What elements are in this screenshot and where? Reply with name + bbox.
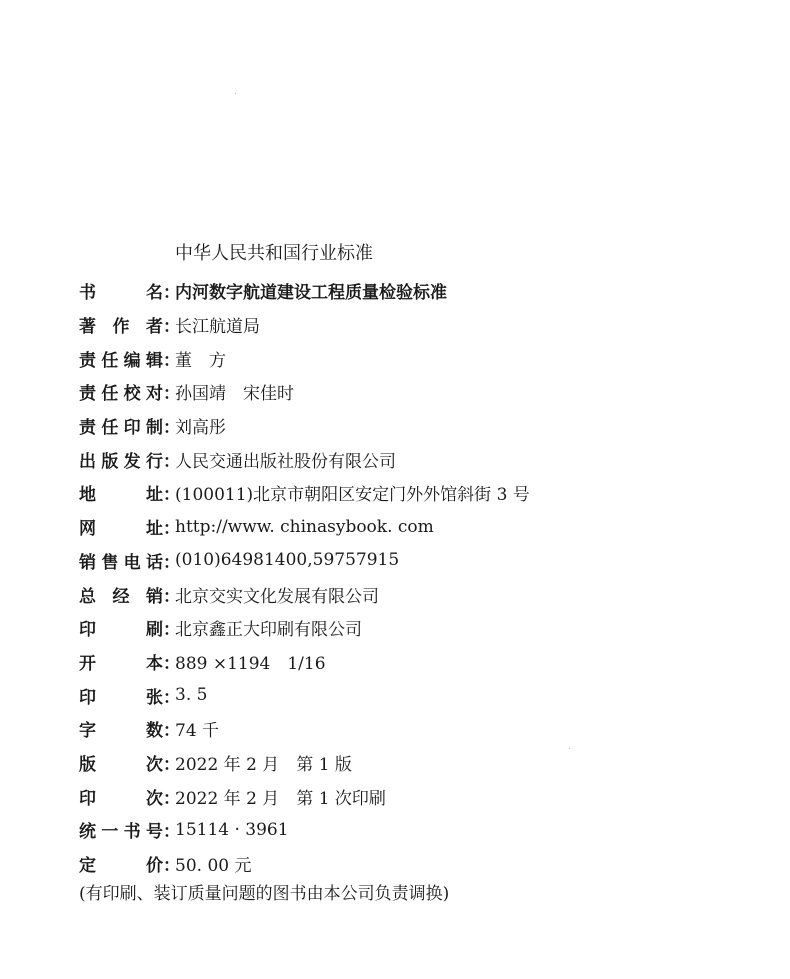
cip-row-label: [79, 514, 163, 539]
cip-row-label: [79, 582, 163, 607]
cip-label-char: 发: [123, 451, 141, 472]
cip-row: [79, 813, 530, 847]
cip-label-char: 电: [123, 552, 141, 573]
cip-row: [79, 847, 530, 881]
cip-row-value: 人民交通出版社股份有限公司: [175, 451, 396, 472]
cip-row-value: 15114 · 3961: [175, 819, 289, 840]
cip-row-value: 889 ×1194 1/16: [175, 653, 326, 674]
cip-row-label: [79, 750, 163, 775]
cip-label-char: 印: [79, 687, 96, 708]
cip-label-char: 任: [101, 384, 119, 405]
cip-data-list: [79, 274, 530, 880]
cip-label-char: 刷: [146, 620, 163, 641]
cip-row-colon: ：: [163, 317, 180, 338]
cip-row-colon: ：: [163, 754, 180, 775]
cip-label-char: 任: [101, 418, 119, 439]
cip-row-label: [79, 278, 163, 303]
cip-row-label: [79, 548, 163, 573]
cip-row-label: [79, 480, 163, 505]
cip-row-label: [79, 346, 163, 371]
cip-label-char: 经: [112, 586, 130, 607]
cip-row: [79, 442, 530, 476]
cip-label-char: 定: [79, 856, 96, 877]
cip-row-label: [79, 649, 163, 674]
cip-label-char: 书: [79, 283, 96, 304]
cip-label-char: 责: [79, 350, 96, 371]
cip-row-colon: ：: [163, 721, 180, 742]
cip-label-char: 名: [146, 283, 163, 304]
cip-label-char: 编: [123, 350, 141, 371]
cip-row-value: 50. 00 元: [175, 856, 252, 877]
cip-label-char: 校: [123, 384, 141, 405]
cip-row-colon: ：: [163, 519, 180, 540]
cip-row: [79, 341, 530, 375]
cip-row: [79, 611, 530, 645]
cip-row: [79, 712, 530, 746]
cip-label-char: 本: [146, 653, 163, 674]
cip-label-char: 址: [146, 519, 163, 540]
cip-label-char: 字: [79, 721, 96, 742]
cip-row-value: 74 千: [175, 721, 220, 742]
cip-row-colon: ：: [163, 418, 180, 439]
cip-row-colon: ：: [163, 822, 180, 843]
cip-row-label: [79, 716, 163, 741]
cip-row-value: 刘高彤: [175, 418, 226, 439]
cip-row-value: 孙国靖 宋佳时: [175, 384, 294, 405]
series-title: 中华人民共和国行业标准: [175, 243, 373, 264]
cip-row-label: [79, 312, 163, 337]
cip-label-char: 次: [146, 788, 163, 809]
paper-speck: [569, 748, 570, 749]
cip-label-char: 版: [79, 754, 96, 775]
cip-label-char: 次: [146, 754, 163, 775]
cip-row-colon: ：: [163, 552, 180, 573]
cip-label-char: 任: [101, 350, 119, 371]
cip-row-value: 北京交实文化发展有限公司: [175, 586, 379, 607]
cip-row-value: (010)64981400,59757915: [175, 550, 400, 571]
cip-label-char: 售: [101, 552, 119, 573]
cip-label-char: 数: [146, 721, 163, 742]
cip-label-char: 网: [79, 519, 96, 540]
cip-row-value: 3. 5: [175, 685, 208, 706]
cip-row-label: [79, 413, 163, 438]
cip-row-value: 长江航道局: [175, 317, 260, 338]
cip-row: [79, 577, 530, 611]
cip-row: [79, 645, 530, 679]
cip-label-char: 开: [79, 653, 96, 674]
cip-row: [79, 375, 530, 409]
cip-row: [79, 544, 530, 578]
cip-row-label: [79, 784, 163, 809]
cip-label-char: 址: [146, 485, 163, 506]
cip-row-colon: ：: [163, 788, 180, 809]
cip-row: [79, 678, 530, 712]
cip-label-char: 作: [112, 317, 130, 338]
cip-label-char: 制: [145, 418, 163, 439]
cip-row: [79, 746, 530, 780]
cip-label-char: 销: [146, 586, 163, 607]
cip-label-char: 价: [146, 856, 163, 877]
cip-label-char: 销: [79, 552, 96, 573]
cip-label-char: 行: [145, 451, 163, 472]
cip-row-colon: ：: [163, 283, 180, 304]
cip-label-char: 出: [79, 451, 96, 472]
cip-row-label: [79, 447, 163, 472]
cip-label-char: 版: [101, 451, 119, 472]
cip-row: [79, 274, 530, 308]
cip-row: [79, 409, 530, 443]
cip-row-colon: ：: [163, 350, 180, 371]
cip-row: [79, 510, 530, 544]
cip-row-colon: ：: [163, 384, 180, 405]
cip-label-char: 总: [79, 586, 96, 607]
cip-label-char: 地: [79, 485, 96, 506]
cip-label-char: 号: [145, 822, 163, 843]
cip-label-char: 书: [123, 822, 141, 843]
cip-row-colon: ：: [163, 856, 180, 877]
cip-label-char: 责: [79, 384, 96, 405]
cip-row-colon: ：: [163, 687, 180, 708]
cip-label-char: 统: [79, 822, 96, 843]
cip-label-char: 印: [123, 418, 141, 439]
footnote: (有印刷、装订质量问题的图书由本公司负责调换): [79, 884, 450, 904]
cip-row-label: [79, 615, 163, 640]
cip-label-char: 印: [79, 620, 96, 641]
cip-label-char: 印: [79, 788, 96, 809]
cip-row-value: 北京鑫正大印刷有限公司: [175, 620, 362, 641]
cip-row-value: 内河数字航道建设工程质量检验标准: [175, 283, 447, 304]
cip-row-value: http://www. chinasybook. com: [175, 516, 434, 537]
cip-row-value: 董 方: [175, 350, 226, 371]
cip-row: [79, 779, 530, 813]
cip-row-label: [79, 379, 163, 404]
cip-label-char: 辑: [145, 350, 163, 371]
cip-row-colon: ：: [163, 451, 180, 472]
cip-label-char: 张: [146, 687, 163, 708]
cip-row: [79, 476, 530, 510]
cip-label-char: 责: [79, 418, 96, 439]
paper-speck: [235, 93, 236, 94]
cip-row: [79, 308, 530, 342]
cip-label-char: 对: [145, 384, 163, 405]
cip-label-char: 话: [145, 552, 163, 573]
cip-row-colon: ：: [163, 586, 180, 607]
cip-label-char: 著: [79, 317, 96, 338]
cip-row-value: 2022 年 2 月 第 1 次印刷: [175, 788, 386, 809]
cip-row-value: 2022 年 2 月 第 1 版: [175, 754, 352, 775]
cip-row-colon: ：: [163, 653, 180, 674]
cip-row-label: [79, 851, 163, 876]
cip-label-char: 者: [146, 317, 163, 338]
cip-row-colon: ：: [163, 620, 180, 641]
cip-label-char: 一: [101, 822, 119, 843]
cip-row-label: [79, 817, 163, 842]
cip-row-value: (100011)北京市朝阳区安定门外外馆斜街 3 号: [175, 485, 530, 506]
cip-row-colon: ：: [163, 485, 180, 506]
cip-row-label: [79, 683, 163, 708]
